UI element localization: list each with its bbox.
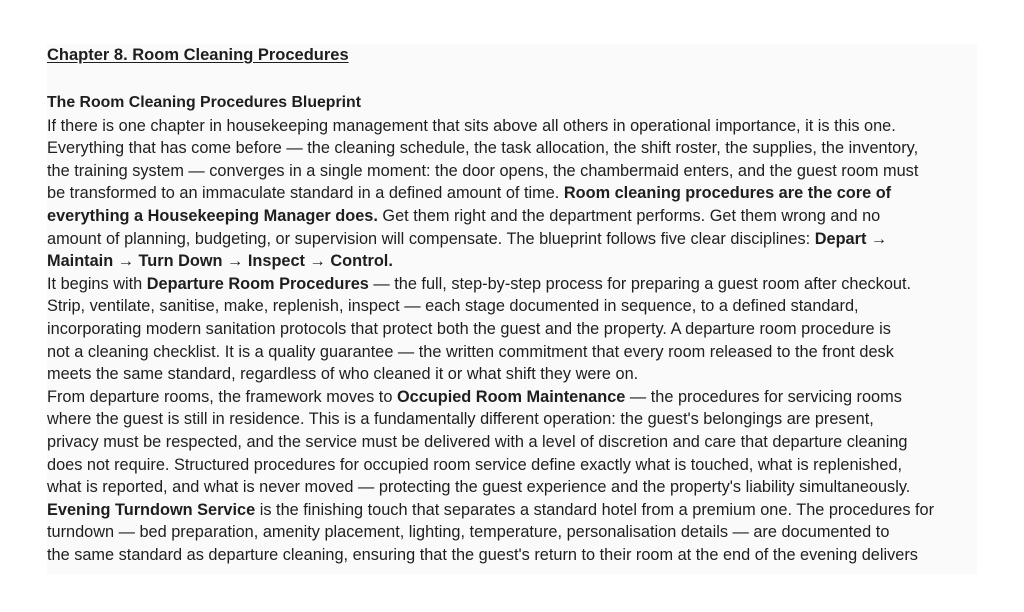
text-run: is the finishing touch that separates a standard hotel from a premium one. The procedures for <box>255 500 935 519</box>
text-run: privacy must be respected, and the service must be delivered with a level of discretion and care that departure cleaning <box>47 432 908 451</box>
text-run: the training system — converges in a single moment: the door opens, the chambermaid enters, and the guest room must <box>47 161 919 180</box>
bold-text: Room cleaning procedures are the core of <box>563 184 892 203</box>
text-run: amount of planning, budgeting, or supervision will compensate. The blueprint follows five clear disciplines: <box>47 229 815 248</box>
text-run: Everything that has come before — the cleaning schedule, the task allocation, the shift roster, the supplies, the inventory, <box>47 139 919 158</box>
text-run: Strip, ventilate, sanitise, make, replenish, inspect — each stage documented in sequence, to a defined standard, <box>47 297 859 316</box>
text-run: Get them right and the department performs. Get them wrong and no <box>377 206 881 225</box>
bold-text: Evening Turndown Service <box>47 500 256 519</box>
text-line <box>47 476 977 499</box>
text-run: From departure rooms, the framework moves to <box>47 387 397 406</box>
bold-text: Maintain → Turn Down → Inspect → Control. <box>47 252 393 271</box>
text-run: — the procedures for servicing rooms <box>625 387 902 406</box>
text-line <box>47 205 977 228</box>
bold-text: Departure Room Procedures <box>146 274 369 293</box>
text-line <box>47 228 977 251</box>
text-line <box>47 363 977 386</box>
chapter-title: Chapter 8. Room Cleaning Procedures <box>47 46 349 64</box>
text-line <box>47 182 977 205</box>
bold-text: Depart → <box>814 229 888 248</box>
text-line <box>47 115 977 138</box>
text-run: the same standard as departure cleaning, ensuring that the guest's return to their room at the end of the evening delivers <box>47 545 918 564</box>
text-line <box>47 137 977 160</box>
bold-text: everything a Housekeeping Manager does. <box>47 206 378 225</box>
text-run: does not require. Structured procedures for occupied room service define exactly what is touched, what is replenished, <box>47 455 903 474</box>
text-line <box>47 250 977 273</box>
text-run: be transformed to an immaculate standard in a defined amount of time. <box>47 184 564 203</box>
section-heading: The Room Cleaning Procedures Blueprint <box>47 94 361 111</box>
bold-text: Occupied Room Maintenance <box>396 387 626 406</box>
text-run: incorporating modern sanitation protocols that protect both the guest and the property. A departure room procedure is <box>47 319 891 338</box>
text-line <box>47 408 977 431</box>
text-line <box>47 341 977 364</box>
text-run: meets the same standard, regardless of who cleaned it or what shift they were on. <box>47 365 639 384</box>
text-line <box>47 499 977 522</box>
text-run: If there is one chapter in housekeeping management that sits above all others in operational importance, it is this one. <box>47 116 896 135</box>
text-run: turndown — bed preparation, amenity placement, lighting, temperature, personalisation details — are documented to <box>47 523 890 542</box>
body-text <box>47 115 977 567</box>
text-line <box>47 160 977 183</box>
document-body <box>47 92 977 566</box>
text-line <box>47 544 977 567</box>
text-run: not a cleaning checklist. It is a quality guarantee — the written commitment that every room released to the front desk <box>47 342 894 361</box>
text-run: what is reported, and what is never moved — protecting the guest experience and the property's liability simultaneously. <box>47 478 911 497</box>
text-run: — the full, step-by-step process for preparing a guest room after checkout. <box>368 274 912 293</box>
text-line <box>47 521 977 544</box>
text-line <box>47 386 977 409</box>
text-line <box>47 318 977 341</box>
text-line <box>47 431 977 454</box>
text-run: where the guest is still in residence. This is a fundamentally different operation: the guest's belongings are present, <box>47 410 874 429</box>
text-line <box>47 454 977 477</box>
text-run: It begins with <box>47 274 147 293</box>
text-line <box>47 295 977 318</box>
text-line <box>47 273 977 296</box>
